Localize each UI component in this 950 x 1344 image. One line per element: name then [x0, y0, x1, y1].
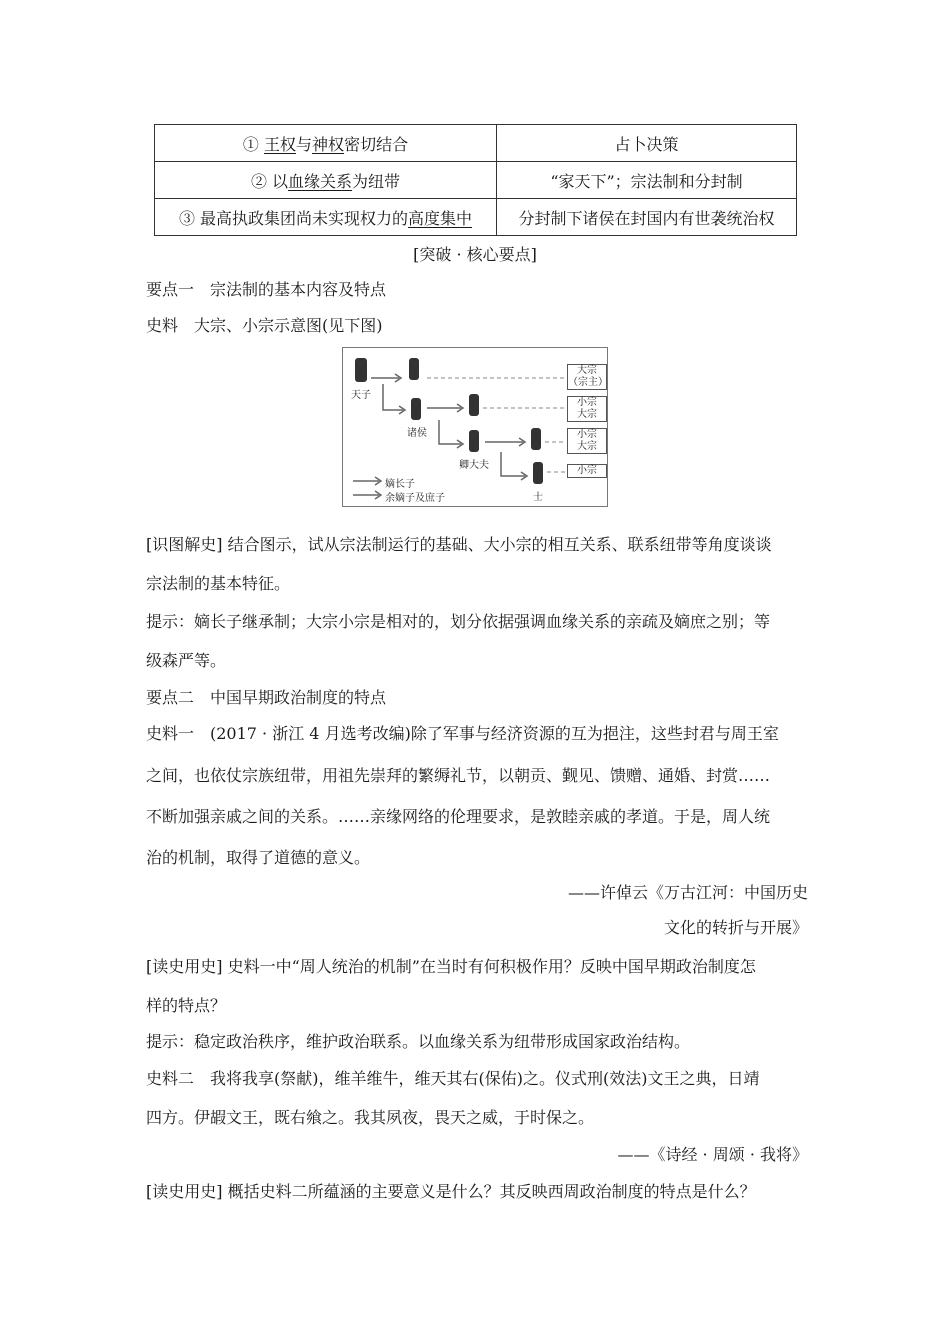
question-text: 样的特点？ [146, 996, 227, 1015]
table-cell: ③ 最高执政集团尚未实现权力的高度集中 [155, 199, 497, 236]
box-xiaozong: 小宗 [567, 464, 607, 478]
comparison-table [154, 124, 797, 236]
hint-text: 级森严等。 [146, 651, 227, 670]
figure-tianzi-icon [355, 358, 367, 382]
source-text: 之间，也依仗宗族纽带，用祖先崇拜的繁缛礼节，以朝贡、觐见、馈赠、通婚、封赏…… [146, 766, 771, 785]
table-cell: 占卜决策 [497, 125, 797, 162]
citation: ——许倬云《万古江河：中国历史 [567, 883, 808, 902]
source-text: 史料二 我将我享(祭献)，维羊维牛，维天其右(保佑)之。仪式刑(效法)文王之典，日靖 [146, 1069, 760, 1088]
source-text: 四方。伊嘏文王，既右飨之。我其夙夜，畏天之威，于时保之。 [146, 1108, 595, 1127]
question-text: 宗法制的基本特征。 [146, 574, 291, 593]
label-qingdafu: 卿大夫 [459, 460, 489, 471]
citation: ——《诗经 · 周颂 · 我将》 [617, 1145, 808, 1164]
table-cell: ① 王权与神权密切结合 [155, 125, 497, 162]
legend-label: 嫡长子 [385, 479, 415, 490]
table-cell: ② 以血缘关系为纽带 [155, 162, 497, 199]
hint-text: 提示：嫡长子继承制；大宗小宗是相对的，划分依据强调血缘关系的亲疏及嫡庶之别；等 [146, 612, 771, 631]
table-cell: 分封制下诸侯在封国内有世袭统治权 [497, 199, 797, 236]
question-text: [读史用史] 史料一中“周人统治的机制”在当时有何积极作用？反映中国早期政治制度怎 [146, 957, 756, 976]
section-heading: [突破 · 核心要点] [413, 245, 537, 264]
table-row [155, 162, 797, 199]
figure-icon [409, 358, 419, 380]
zongfa-diagram [342, 347, 608, 507]
box-xiaozong: 小宗 大宗 [567, 428, 607, 454]
legend-label: 余嫡子及庶子 [385, 493, 445, 504]
source-text: 治的机制，取得了道德的意义。 [146, 848, 371, 867]
source-text: 史料一 (2017 · 浙江 4 月选考改编)除了军事与经济资源的互为挹注，这些封君与周王室 [146, 724, 779, 743]
figure-icon [411, 398, 421, 420]
figure-icon [469, 394, 479, 416]
point1-title: 要点一 宗法制的基本内容及特点 [146, 280, 387, 299]
question-text: [识图解史] 结合图示，试从宗法制运行的基础、大小宗的相互关系、联系纽带等角度谈谈 [146, 535, 772, 554]
box-xiaozong: 小宗 大宗 [567, 396, 607, 422]
figure-icon [531, 428, 541, 450]
table-row [155, 199, 797, 236]
source-text: 不断加强亲戚之间的关系。……亲缘网络的伦理要求，是敦睦亲戚的孝道。于是，周人统 [146, 807, 771, 826]
box-dazong: 大宗 （宗主） [568, 365, 608, 388]
table-row [155, 125, 797, 162]
source-label: 史料 大宗、小宗示意图(见下图) [146, 316, 383, 335]
hint-text: 提示：稳定政治秩序，维护政治联系。以血缘关系为纽带形成国家政治结构。 [146, 1032, 691, 1051]
citation: 文化的转折与开展》 [663, 918, 808, 937]
figure-icon [469, 430, 479, 452]
question-text: [读史用史] 概括史料二所蕴涵的主要意义是什么？其反映西周政治制度的特点是什么？ [146, 1182, 756, 1201]
label-shi: 士 [533, 492, 543, 503]
label-zhuhou: 诸侯 [407, 428, 427, 439]
label-tianzi: 天子 [351, 390, 371, 401]
point2-title: 要点二 中国早期政治制度的特点 [146, 688, 387, 707]
figure-icon [533, 462, 543, 484]
table-cell: “家天下”；宗法制和分封制 [497, 162, 797, 199]
